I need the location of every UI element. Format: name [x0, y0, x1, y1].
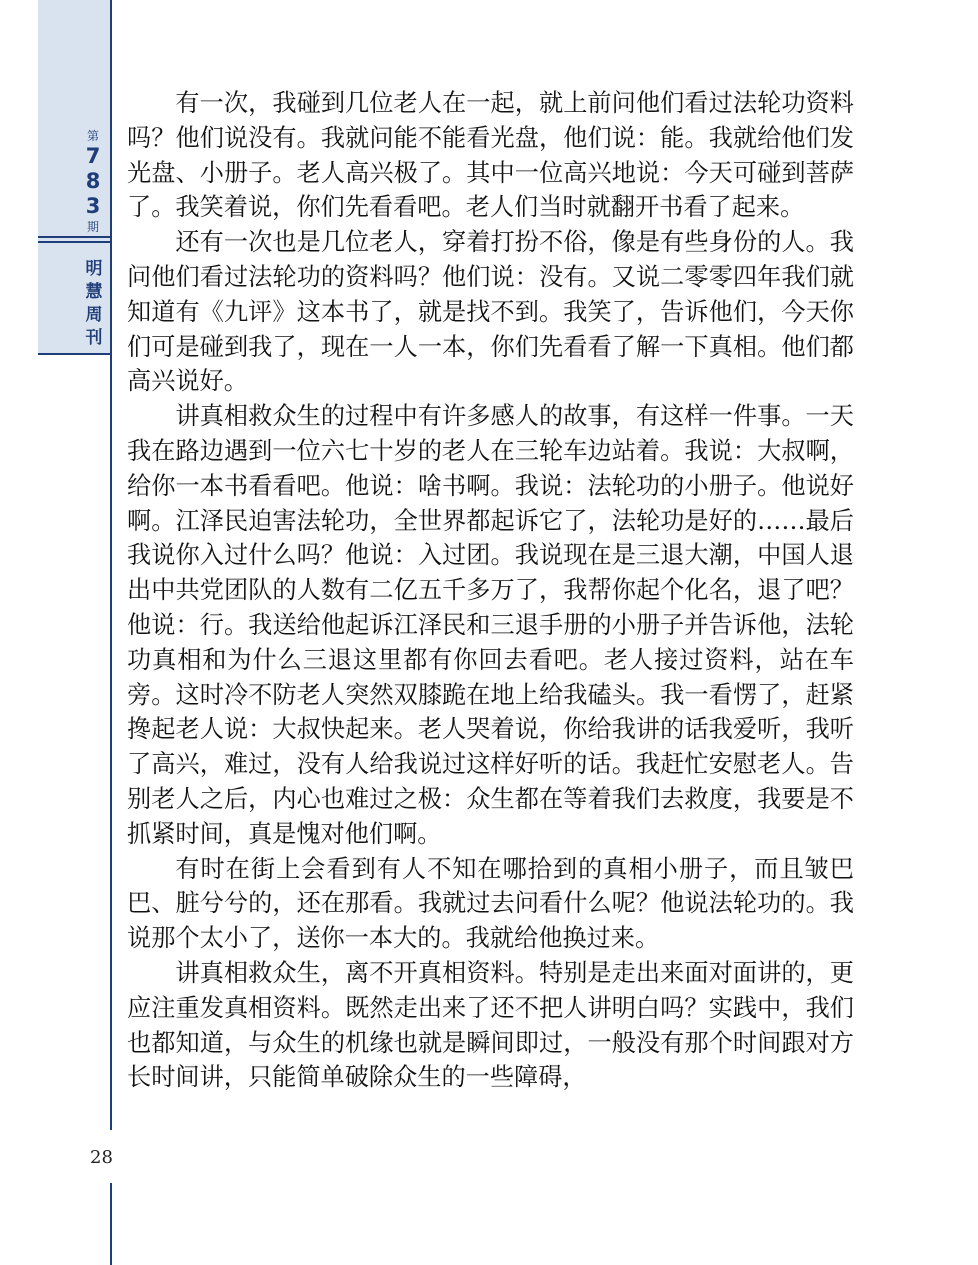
paragraph: 有时在街上会看到有人不知在哪拾到的真相小册子，而且皱巴巴、脏兮兮的，还在那看。我就过去问看什么呢？他说法轮功的。我说那个太小了，送你一本大的。我就给他换过来。	[127, 854, 854, 953]
issue-prefix: 第	[86, 129, 99, 143]
paragraph: 讲真相救众生，离不开真相资料。特别是走出来面对面讲的，更应注重发真相资料。既然走出来了还不把人讲明白吗？实践中，我们也都知道，与众生的机缘也就是瞬间即过，一般没有那个时间跟对方长时间讲，只能简单破除众生的一些障碍，	[127, 958, 854, 1092]
publication-name	[80, 258, 108, 350]
issue-digit: 3	[85, 194, 101, 218]
margin-rule-top	[110, 0, 112, 1130]
page-number: 28	[90, 1147, 113, 1168]
sidebar-divider	[38, 236, 112, 238]
publication-char: 慧	[85, 282, 103, 302]
paragraph: 讲真相救众生的过程中有许多感人的故事，有这样一件事。一天我在路边遇到一位六七十岁的老人在三轮车边站着。我说：大叔啊，给你一本书看看吧。他说：啥书啊。我说：法轮功的小册子。他说好啊。江泽民迫害法轮功，全世界都起诉它了，法轮功是好的……最后我说你入过什么吗？他说：入过团。我说现在是三退大潮，中国人退出中共党团队的人数有二亿五千多万了，我帮你起个化名，退了吧？他说：行。我送给他起诉江泽民和三退手册的小册子并告诉他，法轮功真相和为什么三退这里都有你回去看吧。老人接过资料，站在车旁。这时冷不防老人突然双膝跪在地上给我磕头。我一看愣了，赶紧搀起老人说：大叔快起来。老人哭着说，你给我讲的话我爱听，我听了高兴，难过，没有人给我说过这样好听的话。我赶忙安慰老人。告别老人之后，内心也难过之极：众生都在等着我们去救度，我要是不抓紧时间，真是愧对他们啊。	[127, 402, 854, 848]
issue-digit: 7	[85, 144, 101, 168]
publication-char: 周	[85, 305, 103, 325]
publication-char: 明	[85, 259, 103, 279]
paragraph: 还有一次也是几位老人，穿着打扮不俗，像是有些身份的人。我问他们看过法轮功的资料吗？他们说：没有。又说二零零四年我们就知道有《九评》这本书了，就是找不到。我笑了，告诉他们，今天你们可是碰到我了，现在一人一本，你们先看看了解一下真相。他们都高兴说好。	[127, 228, 854, 396]
paragraph: 有一次，我碰到几位老人在一起，就上前问他们看过法轮功资料吗？他们说没有。我就问能不能看光盘，他们说：能。我就给他们发光盘、小册子。老人高兴极了。其中一位高兴地说：今天可碰到菩萨了。我笑着说，你们先看看吧。老人们当时就翻开书看了起来。	[127, 89, 854, 222]
issue-suffix: 期	[86, 220, 99, 234]
publication-char: 刊	[85, 328, 103, 348]
sidebar-divider	[38, 241, 112, 243]
article-body	[127, 86, 854, 1095]
issue-label	[78, 128, 108, 235]
issue-digit: 8	[85, 169, 101, 193]
margin-rule-bottom	[110, 1183, 112, 1265]
